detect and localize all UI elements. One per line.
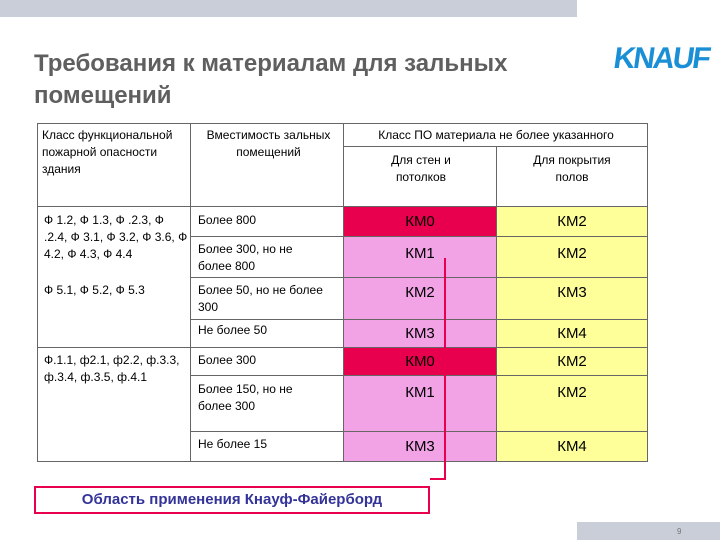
row-5-walls: КМ0 — [344, 348, 496, 375]
page-title — [34, 48, 674, 112]
table-row-line-6 — [190, 431, 648, 432]
bottom-decor-bar — [577, 522, 720, 540]
row-3-walls: КМ2 — [344, 278, 496, 319]
row-4-capacity: Не более 50 — [198, 323, 267, 337]
header-material-class: Класс ПО материала не более указанного — [378, 128, 614, 142]
row-1-capacity: Более 800 — [198, 213, 256, 227]
top-decor-bar — [0, 0, 577, 17]
callout-connector-horizontal — [430, 478, 446, 480]
table-col-divider-1 — [190, 123, 191, 462]
header-floors: Для покрытия полов — [533, 153, 611, 184]
row-1-walls: КМ0 — [344, 207, 496, 236]
table-group-line — [37, 347, 648, 348]
table-border-right — [647, 123, 648, 462]
row-5-floors: КМ2 — [497, 348, 647, 375]
group-1-classes-extra: Ф 5.1, Ф 5.2, Ф 5.3 — [44, 283, 145, 297]
row-2-capacity: Более 300, но не более 800 — [198, 242, 293, 273]
table-col-divider-3 — [496, 146, 497, 462]
table-row-line-1 — [190, 236, 648, 237]
table-row-line-5 — [190, 375, 648, 376]
group-1-classes: Ф 1.2, Ф 1.3, Ф .2.3, Ф .2.4, Ф 3.1, Ф 3.2, Ф 3.6, Ф 4.2, Ф 4.3, Ф 4.4 — [44, 213, 188, 261]
table-col-divider-2 — [343, 123, 344, 462]
row-2-walls: КМ1 — [344, 237, 496, 277]
group-2-classes: Ф.1.1, ф2.1, ф2.2, ф.3.3, ф.3.4, ф.3.5, ф.4.1 — [44, 353, 180, 384]
header-walls: Для стен и потолков — [391, 153, 451, 184]
title-line-1: Требования к материалам для зальных — [34, 50, 508, 77]
row-7-floors: КМ4 — [497, 432, 647, 461]
row-7-walls: КМ3 — [344, 432, 496, 461]
page-number: 9 — [677, 527, 682, 536]
row-3-capacity: Более 50, но не более 300 — [198, 283, 323, 314]
row-6-capacity: Более 150, но не более 300 — [198, 382, 293, 413]
callout-box: Область применения Кнауф-Файерборд — [34, 486, 430, 514]
row-3-floors: КМ3 — [497, 278, 647, 319]
row-7-capacity: Не более 15 — [198, 437, 267, 451]
row-4-floors: КМ4 — [497, 320, 647, 347]
table-header-line — [37, 206, 648, 207]
row-5-capacity: Более 300 — [198, 353, 256, 367]
callout-connector-vertical — [444, 258, 446, 480]
row-4-walls: КМ3 — [344, 320, 496, 347]
row-6-walls: КМ1 — [344, 376, 496, 431]
title-line-2: помещений — [34, 82, 172, 109]
table-row-line-3 — [190, 319, 648, 320]
header-class: Класс функциональной пожарной опасности здания — [42, 128, 173, 176]
row-1-floors: КМ2 — [497, 207, 647, 236]
table-subheader-line — [343, 146, 648, 147]
row-6-floors: КМ2 — [497, 376, 647, 431]
svg-text:KNAUF: KNAUF — [611, 42, 712, 75]
row-2-floors: КМ2 — [497, 237, 647, 277]
header-capacity: Вместимость зальных помещений — [206, 128, 331, 159]
table-row-line-2 — [190, 277, 648, 278]
table-border-left — [37, 123, 38, 462]
